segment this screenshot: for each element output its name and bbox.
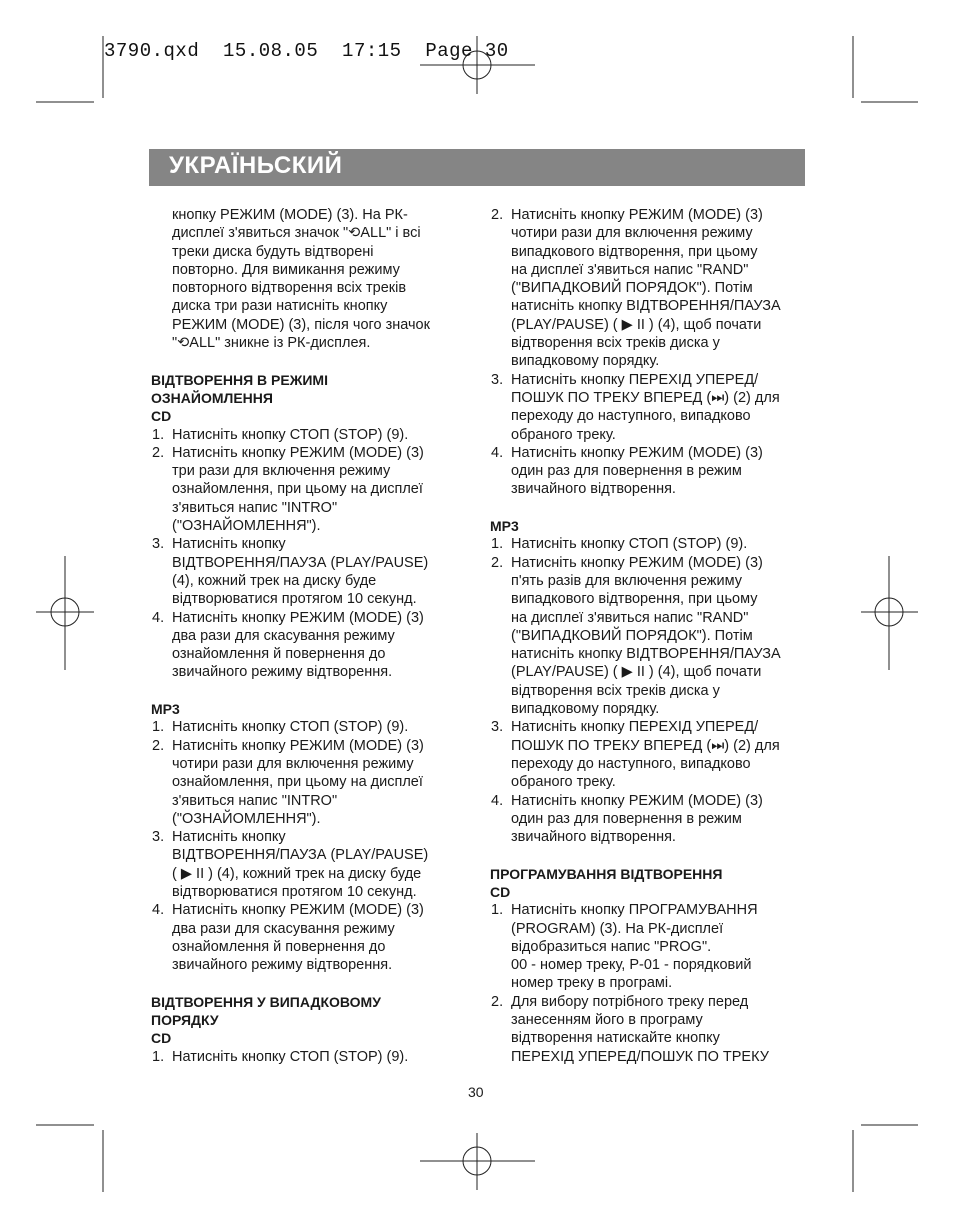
paragraph-line: РЕЖИМ (MODE) (3), після чого значок xyxy=(172,316,430,333)
program-cd-steps xyxy=(490,901,790,1066)
list-item-line: (4), кожний трек на диску буде xyxy=(172,572,377,589)
left-column xyxy=(151,206,451,1066)
list-item-line: Натисніть кнопку РЕЖИМ (MODE) (3) xyxy=(511,554,763,571)
list-item-line: ознайомлення й повернення до xyxy=(172,646,386,663)
heading-line: CD xyxy=(490,883,511,900)
list-item-number: 1. xyxy=(491,536,504,553)
list-item-line: переходу до наступного, випадково xyxy=(511,408,751,425)
list-item-line: ознайомлення й повернення до xyxy=(172,938,386,955)
list-item xyxy=(490,718,790,791)
list-item-line: Натисніть кнопку РЕЖИМ (MODE) (3) xyxy=(511,792,763,809)
repeat-intro-paragraph xyxy=(151,206,451,352)
list-item-number: 2. xyxy=(491,554,504,571)
list-item-line: відтворення всіх треків диска у xyxy=(511,682,720,699)
list-item-line: натисніть кнопку ВІДТВОРЕННЯ/ПАУЗА xyxy=(511,646,781,663)
list-item-line: Натисніть кнопку РЕЖИМ (MODE) (3) xyxy=(172,737,424,754)
list-item-line: Натисніть кнопку ПРОГРАМУВАННЯ xyxy=(511,902,758,919)
list-item-line: ПОШУК ПО ТРЕКУ ВПЕРЕД (⏭) (2) для xyxy=(511,389,780,406)
list-item xyxy=(151,901,451,974)
list-item-number: 4. xyxy=(491,792,504,809)
list-item-line: звичайного відтворення. xyxy=(511,829,676,846)
list-item-line: Натисніть кнопку xyxy=(172,829,286,846)
list-item xyxy=(490,993,790,1066)
paragraph-line: дисплеї з'явиться значок "⟲ALL" і всі xyxy=(172,225,421,242)
list-item-number: 2. xyxy=(152,444,165,461)
list-item-line: занесенням його в програму xyxy=(511,1012,703,1029)
list-item xyxy=(151,426,451,444)
list-item-number: 1. xyxy=(152,426,165,443)
list-item-number: 3. xyxy=(491,719,504,736)
list-item-line: Натисніть кнопку СТОП (STOP) (9). xyxy=(172,719,409,736)
list-item-line: звичайного відтворення. xyxy=(511,481,676,498)
list-item-line: відтворення натискайте кнопку xyxy=(511,1030,720,1047)
heading-line: MP3 xyxy=(490,518,519,535)
heading-line: ВІДТВОРЕННЯ У ВИПАДКОВОМУ xyxy=(151,993,381,1010)
list-item-line: з'явиться напис "INTRO" xyxy=(172,499,338,516)
list-item xyxy=(151,609,451,682)
paragraph-line: повторного відтворення всіх треків xyxy=(172,280,407,297)
list-item-line: ("ОЗНАЙОМЛЕННЯ"). xyxy=(172,810,321,827)
list-item-line: відтворюватися протягом 10 секунд. xyxy=(172,883,417,900)
list-item-line: Натисніть кнопку СТОП (STOP) (9). xyxy=(172,1048,409,1065)
list-item-line: ознайомлення, при цьому на дисплеї xyxy=(172,481,423,498)
list-item-line: (PLAY/PAUSE) ( ▶ II ) (4), щоб почати xyxy=(511,316,762,333)
list-item-number: 3. xyxy=(152,829,165,846)
list-item xyxy=(490,554,790,719)
random-cd-steps xyxy=(151,1048,451,1066)
page-number: 30 xyxy=(468,1084,484,1100)
paragraph-line: диска три рази натисніть кнопку xyxy=(172,298,388,315)
list-item xyxy=(490,444,790,499)
list-item xyxy=(490,901,790,992)
list-item-line: Натисніть кнопку ПЕРЕХІД УПЕРЕД/ xyxy=(511,719,759,736)
random-mp3-steps xyxy=(490,535,790,846)
list-item xyxy=(490,206,790,371)
paragraph-line: кнопку РЕЖИМ (MODE) (3). На РК- xyxy=(172,207,408,223)
list-item-line: ("ОЗНАЙОМЛЕННЯ"). xyxy=(172,518,321,535)
list-item-line: на дисплеї з'явиться напис "RAND" xyxy=(511,609,749,626)
list-item-line: два рази для скасування режиму xyxy=(172,627,395,644)
list-item-line: Натисніть кнопку СТОП (STOP) (9). xyxy=(172,426,409,443)
program-heading xyxy=(490,865,790,902)
list-item-line: звичайного режиму відтворення. xyxy=(172,664,393,681)
random-cd-steps-continued xyxy=(490,206,790,499)
list-item-line: відобразиться напис "PROG". xyxy=(511,938,712,955)
list-item-number: 2. xyxy=(152,737,165,754)
random-mode-heading xyxy=(151,993,451,1048)
heading-line: ПРОГРАМУВАННЯ ВІДТВОРЕННЯ xyxy=(490,865,723,882)
list-item-line: випадковому порядку. xyxy=(511,701,660,718)
section-title: УКРАЇНЬСКИЙ xyxy=(169,152,343,179)
intro-cd-steps xyxy=(151,426,451,682)
intro-mode-heading xyxy=(151,371,451,426)
list-item-line: ВІДТВОРЕННЯ/ПАУЗА (PLAY/PAUSE) xyxy=(172,554,429,571)
list-item-line: один раз для повернення в режим xyxy=(511,810,742,827)
list-item-line: Натисніть кнопку РЕЖИМ (MODE) (3) xyxy=(172,609,424,626)
heading-line: CD xyxy=(151,1030,172,1047)
list-item xyxy=(490,792,790,847)
file-slug: 3790.qxd 15.08.05 17:15 Page 30 xyxy=(104,40,509,62)
list-item-line: ПОШУК ПО ТРЕКУ ВПЕРЕД (⏭) (2) для xyxy=(511,737,780,754)
list-item-line: 00 - номер треку, P-01 - порядковий xyxy=(511,957,752,974)
intro-mp3-heading xyxy=(151,700,451,718)
paragraph-line: треки диска будуть відтворені xyxy=(172,243,374,260)
list-item xyxy=(490,371,790,444)
list-item xyxy=(151,535,451,608)
list-item-number: 1. xyxy=(152,1048,165,1065)
list-item-number: 1. xyxy=(491,902,504,919)
list-item-line: два рази для скасування режиму xyxy=(172,920,395,937)
list-item-line: Натисніть кнопку РЕЖИМ (MODE) (3) xyxy=(511,207,763,223)
list-item-line: (PLAY/PAUSE) ( ▶ II ) (4), щоб почати xyxy=(511,664,762,681)
list-item-line: на дисплеї з'явиться напис "RAND" xyxy=(511,261,749,278)
list-item-line: обраного треку. xyxy=(511,774,616,791)
heading-line: MP3 xyxy=(151,701,180,718)
list-item-line: Натисніть кнопку РЕЖИМ (MODE) (3) xyxy=(511,444,763,461)
heading-line: CD xyxy=(151,408,172,425)
list-item-line: випадкового відтворення, при цьому xyxy=(511,243,758,260)
list-item-line: з'явиться напис "INTRO" xyxy=(172,792,338,809)
intro-mp3-steps xyxy=(151,718,451,974)
list-item xyxy=(490,535,790,553)
list-item-line: (PROGRAM) (3). На РК-дисплеї xyxy=(511,920,724,937)
list-item-line: Натисніть кнопку РЕЖИМ (MODE) (3) xyxy=(172,444,424,461)
list-item-number: 4. xyxy=(491,444,504,461)
list-item-number: 4. xyxy=(152,609,165,626)
list-item-line: п'ять разів для включення режиму xyxy=(511,572,742,589)
list-item-line: Натисніть кнопку СТОП (STOP) (9). xyxy=(511,536,748,553)
list-item-line: ("ВИПАДКОВИЙ ПОРЯДОК"). Потім xyxy=(511,627,753,644)
list-item xyxy=(151,1048,451,1066)
list-item-line: один раз для повернення в режим xyxy=(511,463,742,480)
list-item-line: обраного треку. xyxy=(511,426,616,443)
list-item-line: Натисніть кнопку xyxy=(172,536,286,553)
list-item-number: 2. xyxy=(491,207,504,223)
list-item-line: звичайного режиму відтворення. xyxy=(172,957,393,974)
list-item-line: ("ВИПАДКОВИЙ ПОРЯДОК"). Потім xyxy=(511,280,753,297)
section-banner xyxy=(149,149,805,186)
list-item xyxy=(151,828,451,901)
list-item-line: відтворюватися протягом 10 секунд. xyxy=(172,591,417,608)
list-item-number: 4. xyxy=(152,902,165,919)
list-item-line: номер треку в програмі. xyxy=(511,975,673,992)
list-item-line: ознайомлення, при цьому на дисплеї xyxy=(172,774,423,791)
paragraph-line: повторно. Для вимикання режиму xyxy=(172,261,400,278)
list-item-line: Для вибору потрібного треку перед xyxy=(511,993,749,1010)
paragraph-line: "⟲ALL" зникне із РК-дисплея. xyxy=(172,335,371,352)
list-item-line: чотири рази для включення режиму xyxy=(172,755,414,772)
list-item-line: ВІДТВОРЕННЯ/ПАУЗА (PLAY/PAUSE) xyxy=(172,847,429,864)
list-item-line: натисніть кнопку ВІДТВОРЕННЯ/ПАУЗА xyxy=(511,298,781,315)
right-column xyxy=(490,206,790,1066)
list-item-line: ( ▶ II ) (4), кожний трек на диску буде xyxy=(172,865,422,882)
random-mp3-heading xyxy=(490,517,790,535)
list-item-number: 3. xyxy=(491,371,504,388)
list-item-number: 1. xyxy=(152,719,165,736)
list-item-number: 3. xyxy=(152,536,165,553)
heading-line: ОЗНАЙОМЛЕННЯ xyxy=(151,389,273,406)
list-item xyxy=(151,737,451,828)
list-item-line: випадковому порядку. xyxy=(511,353,660,370)
heading-line: ВІДТВОРЕННЯ В РЕЖИМІ xyxy=(151,371,328,388)
list-item-line: Натисніть кнопку ПЕРЕХІД УПЕРЕД/ xyxy=(511,371,759,388)
list-item-line: чотири рази для включення режиму xyxy=(511,225,753,242)
list-item-line: випадкового відтворення, при цьому xyxy=(511,591,758,608)
list-item-number: 2. xyxy=(491,993,504,1010)
heading-line: ПОРЯДКУ xyxy=(151,1012,219,1029)
list-item-line: ПЕРЕХІД УПЕРЕД/ПОШУК ПО ТРЕКУ xyxy=(511,1048,769,1065)
list-item-line: три рази для включення режиму xyxy=(172,463,391,480)
list-item xyxy=(151,718,451,736)
list-item-line: переходу до наступного, випадково xyxy=(511,755,751,772)
list-item-line: Натисніть кнопку РЕЖИМ (MODE) (3) xyxy=(172,902,424,919)
list-item xyxy=(151,444,451,535)
list-item-line: відтворення всіх треків диска у xyxy=(511,335,720,352)
